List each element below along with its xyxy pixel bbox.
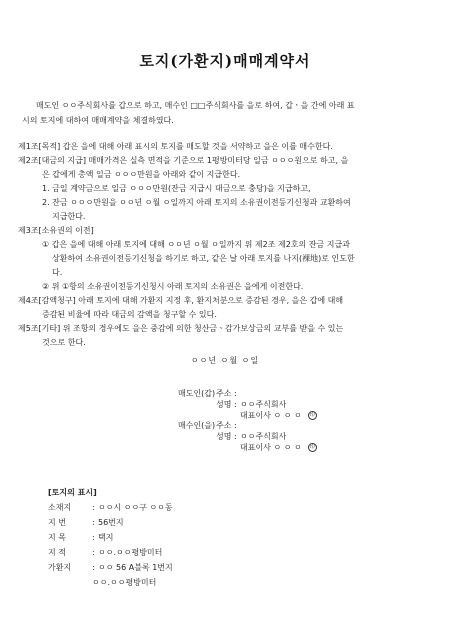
property-value: ㅇㅇ 56 A블록 1번지	[98, 563, 173, 572]
property-value: 택지	[98, 533, 114, 542]
property-description: [토지의 표시] 소재지 : ㅇㅇ시 ㅇㅇ구 ㅇㅇ동 지 번 : 56번지 지 목 : 택지 지 적 : ㅇㅇ.ㅇㅇ평방미터 가환지 : ㅇㅇ 56 A블록 1번지 ㅇㅇ.ㅇㅇ평방미터	[48, 485, 348, 590]
buyer-signature-block	[178, 420, 408, 453]
article-line: 2. 잔금 ㅇㅇㅇ만원을 ㅇㅇ년 ㅇ월 ㅇ일까지 아래 토지의 소유권이전등기신청과 교환하여	[42, 198, 351, 207]
article-line: 제4조[감액청구] 아래 토지에 대해 가환지 지정 후, 환지처분으로 증감된 경우, 을은 갑에 대해	[18, 296, 344, 305]
seller-role: 매도인(갑)	[178, 389, 216, 398]
seller-representative: 대표이사 ㅇ ㅇ ㅇ	[240, 411, 302, 420]
property-key: 지 목	[48, 533, 66, 542]
article-line: 증감된 비율에 따라 대금의 감액을 청구할 수 있다.	[42, 310, 217, 319]
article-line: 제2조[대금의 지급] 매매가격은 실측 면적을 기준으로 1평방미터당 일금 ㅇㅇㅇ원으로 하고, 을	[18, 156, 349, 165]
article-line: 제5조[기타] 위 조항의 경우에도 을은 중감에 의한 청산금ㆍ감가보상금의 교부를 받을 수 있는	[18, 324, 344, 333]
article-line: ② 위 ①항의 소유권이전등기신청시 아래 토지의 소유권은 을에게 이전한다.	[42, 282, 304, 291]
buyer-seal: 印	[309, 444, 315, 450]
seller-signature-block	[178, 388, 408, 421]
property-value: ㅇㅇ시 ㅇㅇ구 ㅇㅇ동	[98, 503, 173, 512]
property-key: 소재지	[48, 503, 72, 512]
article-line: 것으로 한다.	[42, 338, 86, 347]
article-line: ① 갑은 을에 대해 아래 토지에 대해 ㅇㅇ년 ㅇ월 ㅇ일까지 위 제2조 제2호의 잔금 지급과	[42, 240, 350, 249]
article-line: 다.	[52, 268, 63, 277]
property-key: 가환지	[48, 563, 72, 572]
seller-company: ㅇㅇ주식회사	[240, 400, 287, 409]
contract-date: ㅇㅇ년 ㅇ월 ㅇ일	[190, 356, 260, 365]
buyer-role: 매수인(을)	[178, 421, 216, 430]
property-value-continuation: ㅇㅇ.ㅇㅇ평방미터	[92, 578, 157, 587]
buyer-name-label: 성명 :	[216, 432, 237, 441]
article-line: 지급한다.	[52, 212, 86, 221]
intro-line: 시의 토지에 대하여 매매계약을 체결하였다.	[22, 116, 174, 125]
buyer-company: ㅇㅇ주식회사	[240, 432, 287, 441]
seller-seal: 印	[309, 412, 315, 418]
intro-line: 매도인 ㅇㅇ주식회사를 갑으로 하고, 매수인 □□주식회사를 을로 하여, 갑ㆍ을 간에 아래 표	[36, 101, 355, 110]
buyer-representative: 대표이사 ㅇ ㅇ ㅇ	[240, 443, 302, 452]
buyer-address-label: 주소 :	[216, 421, 237, 430]
article-line: 1. 금일 계약금으로 일금 ㅇㅇㅇ만원(잔금 지급시 대금으로 충당)을 지급하고,	[42, 184, 311, 193]
property-heading: [토지의 표시]	[48, 488, 97, 497]
contract-articles	[18, 140, 438, 350]
article-line: 제1조[목적] 갑은 을에 대해 아래 표시의 토지를 매도할 것을 서약하고 을은 이를 매수한다.	[18, 142, 333, 151]
property-key: 지 번	[48, 518, 66, 527]
article-line: 제3조[소유권의 이전]	[18, 226, 94, 235]
intro-paragraph	[22, 98, 432, 128]
property-key: 지 적	[48, 548, 66, 557]
document-title: 토지(가환지)매매계약서	[139, 52, 311, 70]
property-value: ㅇㅇ.ㅇㅇ평방미터	[98, 548, 163, 557]
article-line: 상환하여 소유권이전등기신청을 하기로 하고, 같은 날 아래 토지를 나지(裸地)로 인도한	[52, 254, 355, 263]
property-value: 56번지	[98, 518, 124, 527]
seller-name-label: 성명 :	[216, 400, 237, 409]
article-line: 은 갑에게 총액 일금 ㅇㅇㅇ만원을 아래와 같이 지급한다.	[42, 170, 241, 179]
seller-address-label: 주소 :	[216, 389, 237, 398]
